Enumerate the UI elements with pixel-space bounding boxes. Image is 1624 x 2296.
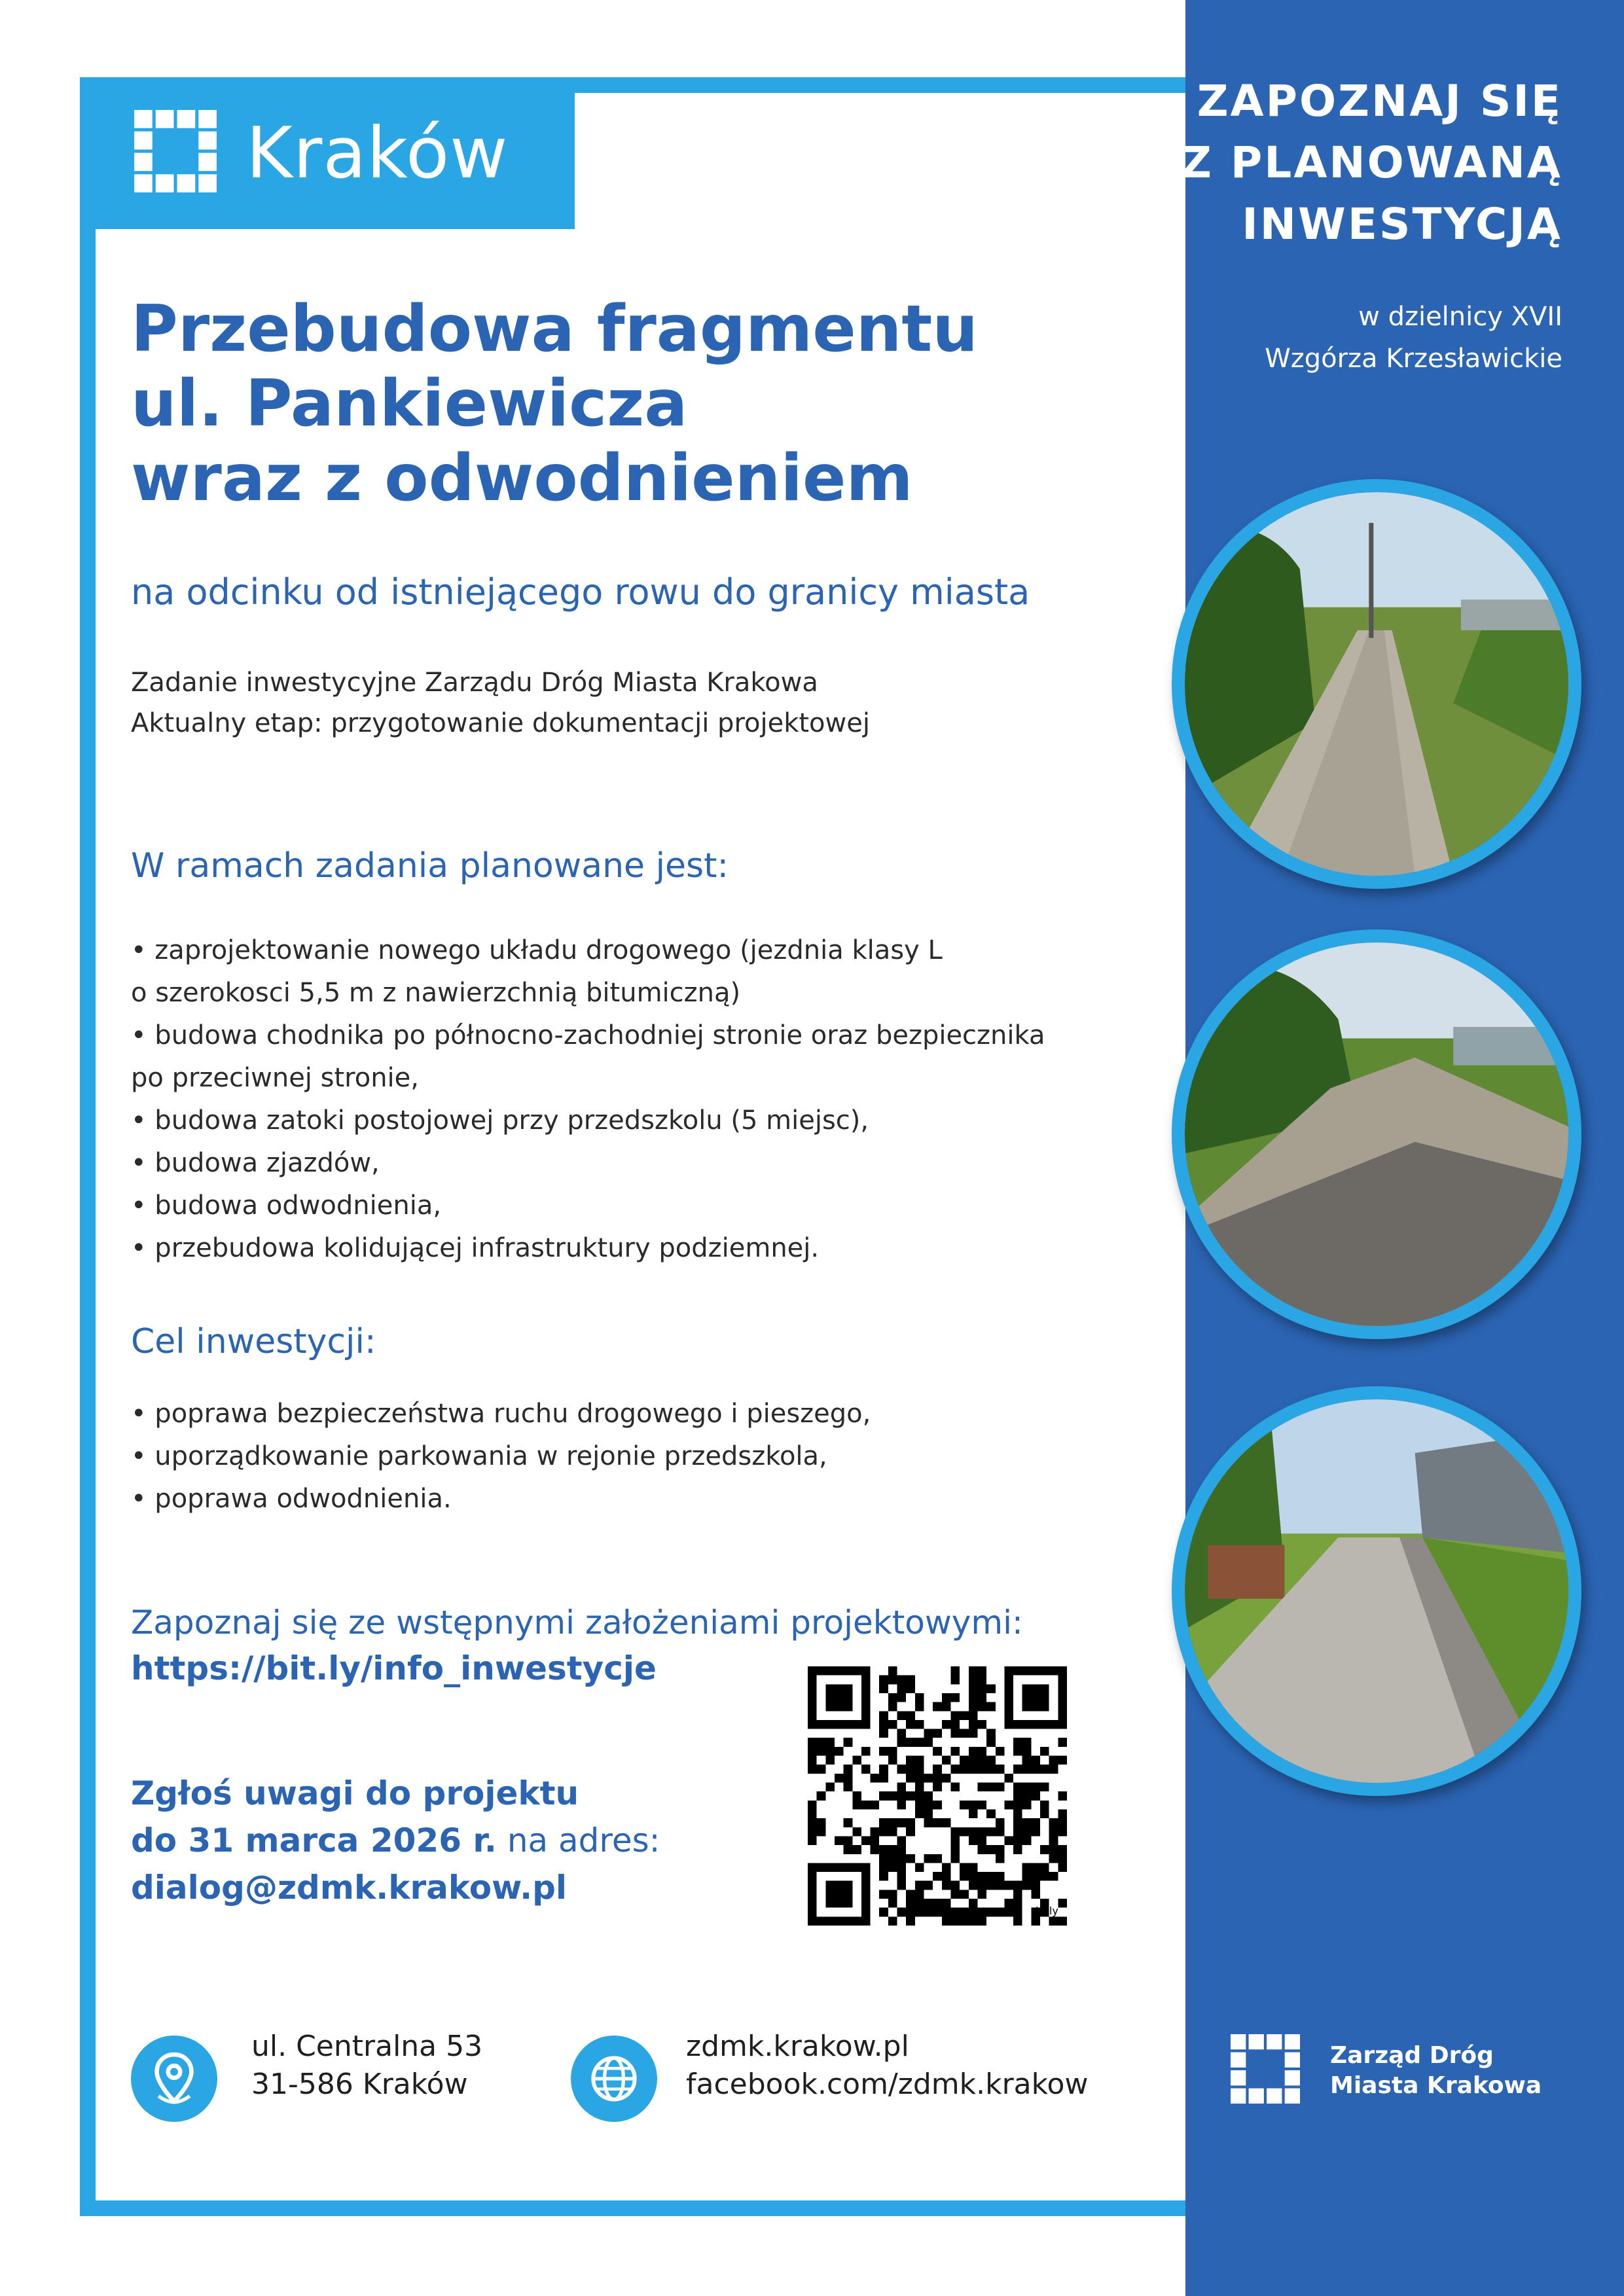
goal-heading: Cel inwestycji: [131, 1322, 376, 1361]
sidebar-heading-line: ZAPOZNAJ SIĘ [1197, 76, 1562, 126]
link-intro: Zapoznaj się ze wstępnymi założeniami projektowymi: [131, 1604, 1023, 1641]
sidebar-heading-line: INWESTYCJĄ [1242, 199, 1562, 249]
goal-list [131, 1393, 871, 1520]
krakow-name: Kraków [246, 113, 509, 194]
list-item: • poprawa bezpieczeństwa ruchu drogowego i pieszego, [131, 1399, 871, 1429]
feedback-email[interactable]: dialog@zdmk.krakow.pl [131, 1869, 568, 1907]
list-item: o szerokosci 5,5 m z nawierzchnią bitumiczną) [131, 978, 741, 1008]
road-photo-2 [1172, 929, 1581, 1339]
list-item: • budowa chodnika po północno-zachodniej stronie oraz bezpiecznika [131, 1020, 1045, 1050]
facebook-link[interactable]: facebook.com/zdmk.krakow [686, 2068, 1089, 2101]
location-pin-icon [131, 2036, 217, 2122]
website-link[interactable]: zdmk.krakow.pl [686, 2030, 909, 2063]
list-item: • przebudowa kolidującej infrastruktury podziemnej. [131, 1233, 820, 1263]
feedback-address-label: na adres: [496, 1821, 660, 1859]
district-line: w dzielnicy XVII [1358, 302, 1562, 332]
district-label [1265, 296, 1562, 380]
list-item: • zaprojektowanie nowego układu drogowego (jezdnia klasy L [131, 935, 943, 965]
road-photo-1 [1172, 479, 1581, 889]
scope-list [131, 929, 1045, 1270]
project-link[interactable]: https://bit.ly/info_inwestycje [131, 1649, 657, 1687]
feedback-line-date [131, 1817, 660, 1864]
krakow-logo-icon [134, 110, 217, 192]
zdmk-name-line: Miasta Krakowa [1330, 2072, 1542, 2099]
task-line: Aktualny etap: przygotowanie dokumentacji projektowej [131, 708, 870, 738]
list-item: po przeciwnej stronie, [131, 1063, 419, 1093]
globe-icon [571, 2036, 657, 2122]
address [251, 2028, 482, 2104]
list-item: • budowa zatoki postojowej przy przedszkolu (5 miejsc), [131, 1105, 869, 1136]
task-info [131, 662, 870, 744]
sidebar-heading [1180, 71, 1562, 255]
title-line: wraz z odwodnieniem [131, 441, 913, 516]
qr-code[interactable] [808, 1666, 1067, 1926]
title-line: ul. Pankiewicza [131, 367, 688, 441]
title-line: Przebudowa fragmentu [131, 292, 979, 367]
sidebar-heading-line: Z PLANOWANĄ [1180, 137, 1562, 188]
list-item: • budowa odwodnienia, [131, 1191, 442, 1221]
page-subtitle: na odcinku od istniejącego rowu do granicy miasta [131, 571, 1030, 613]
zdmk-logo-icon [1231, 2034, 1300, 2104]
feedback-block [131, 1770, 660, 1911]
zdmk-name-line: Zarząd Dróg [1330, 2042, 1494, 2069]
feedback-line: Zgłoś uwagi do projektu [131, 1774, 579, 1812]
deadline-date: do 31 marca 2026 r. [131, 1821, 497, 1859]
road-photo-3 [1172, 1386, 1581, 1796]
scope-heading: W ramach zadania planowane jest: [131, 846, 729, 886]
address-line: 31-586 Kraków [251, 2068, 468, 2101]
qr-tag: bitly [1036, 1905, 1058, 1917]
web-links [686, 2028, 1088, 2104]
list-item: • poprawa odwodnienia. [131, 1484, 452, 1514]
list-item: • uporządkowanie parkowania w rejonie przedszkola, [131, 1441, 827, 1471]
address-line: ul. Centralna 53 [251, 2030, 483, 2063]
page-title [131, 292, 1152, 516]
task-line: Zadanie inwestycyjne Zarządu Dróg Miasta Krakowa [131, 668, 818, 698]
zdmk-name [1330, 2041, 1542, 2101]
district-line: Wzgórza Krzesławickie [1265, 344, 1562, 374]
list-item: • budowa zjazdów, [131, 1148, 380, 1178]
